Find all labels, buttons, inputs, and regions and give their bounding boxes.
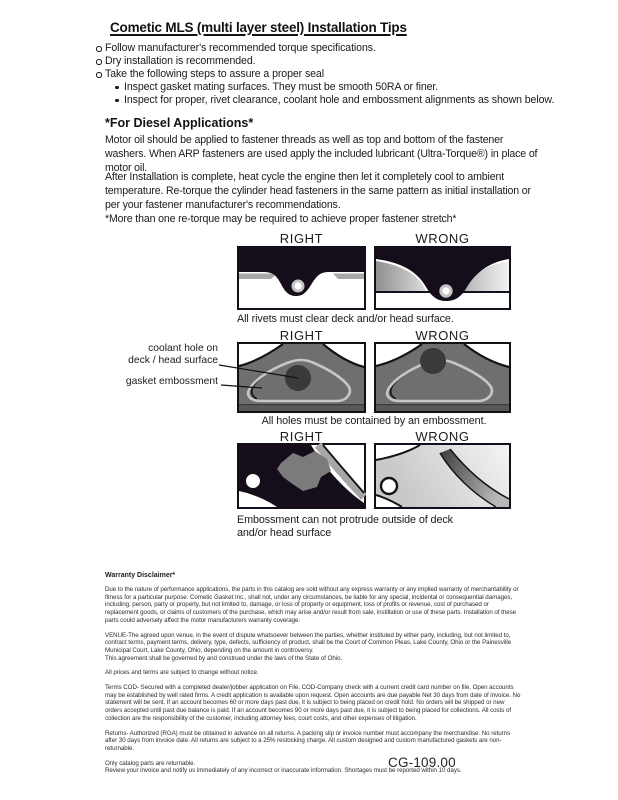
bolt-hole (381, 478, 397, 494)
row1-caption: All rivets must clear deck and/or head surface. (237, 313, 454, 325)
coolant-hole (285, 365, 311, 391)
gasket-embossment-annotation: gasket embossment (125, 376, 218, 387)
disclaimer-paragraph: Only catalog parts are returnable. (105, 759, 196, 767)
tip-item (96, 42, 566, 55)
tip-item (96, 55, 566, 68)
disclaimer-paragraph: Terms COD- Secured with a completed dealer/jobber application on File, COD-Company check with a current credit card number on file. Open accounts may be established by well rated firms. A credit application is available upon request. Open accounts are due payable Net 30 days from date of invoice. No statement will be sent. If an account becomes 60 or more days past due, it is subject to being placed on credit hold. No orders will be shipped or new orders accepted until past due balance is paid. If an account becomes 90 or more days past due, it is subject to being placed for collections. All costs of collection are the responsibility of the customer, including attorney fees, court costs, and other expenses of litigation. (105, 684, 521, 722)
rivet-clearance-right-diagram (237, 246, 366, 310)
tip-text: Inspect for proper, rivet clearance, coolant hole and embossment alignments as shown below. (124, 94, 555, 106)
row3-wrong-label: WRONG (415, 429, 470, 444)
tip-text: Dry installation is recommended. (105, 55, 256, 67)
hollow-bullet-icon (96, 59, 102, 65)
diesel-paragraph-1: Motor oil should be applied to fastener threads as well as top and bottom of the fastener washers. When ARP fasteners are used apply the included lubricant (Ultra-Torque®) in place of motor oil. (105, 134, 538, 174)
coolant-hole (420, 348, 446, 374)
rivet-clearance-wrong-diagram (374, 246, 511, 310)
warranty-disclaimer-text (105, 586, 523, 782)
disclaimer-paragraph: All prices and terms are subject to change without notice. (105, 669, 259, 677)
row1-wrong-label: WRONG (415, 231, 470, 246)
hollow-bullet-icon (96, 46, 102, 52)
diesel-applications-heading: *For Diesel Applications* (105, 116, 254, 130)
page-number: CG-109.00 (388, 755, 456, 770)
tip-item (96, 68, 566, 81)
filled-bullet-icon (115, 99, 119, 103)
hollow-bullet-icon (96, 72, 102, 78)
row3-caption: Embossment can not protrude outside of deck and/or head surface (237, 514, 453, 539)
tip-sub-item (115, 94, 566, 107)
tip-text: Inspect gasket mating surfaces. They must be smooth 50RA or finer. (124, 81, 439, 93)
warranty-disclaimer-heading: Warranty Disclaimer* (105, 572, 176, 579)
tip-text: Follow manufacturer's recommended torque specifications. (105, 42, 376, 54)
row2-caption: All holes must be contained by an embossment. (261, 415, 487, 427)
diesel-retorque-note: *More than one re-torque may be required to achieve proper fastener stretch* (105, 213, 457, 225)
disclaimer-paragraph: Due to the nature of performance applications, the parts in this catalog are sold without any express warranty or any implied warranty of merchantability or fitness for a particular purpose. Cometic Gasket Inc., shall not, under any circumstances, be liable for any special, incidental or consequential damages, including, person, party or property, but not limited to, damage, or loss of property or equipment, loss of profits or revenue, cost of purchased or replacement goods, or claims of customers of the purchase, which may arise and/or result from sale, instillation or use of these parts. Installation of these parts could adversely affect the motor manufacturers warranty coverage. (105, 586, 519, 624)
page-title: Cometic MLS (multi layer steel) Installation Tips (110, 20, 407, 35)
tip-text: Take the following steps to assure a proper seal (105, 68, 324, 80)
disclaimer-paragraph: This agreement shall be governed by and construed under the laws of the State of Ohio. (105, 654, 343, 662)
tip-sub-item (115, 81, 566, 94)
diesel-paragraph-2: After Installation is complete, heat cycle the engine then let it completely cool to ambient temperature. Re-torque the cylinder head fasteners in the same pattern as initial installation or per your fastener manufacturer's recommendations. (105, 171, 531, 211)
row2-right-label: RIGHT (279, 328, 324, 343)
disclaimer-paragraph: Returns- Authorized (RGA) must be obtained in advance on all returns. A packing slip or invoice number must accompany the merchandise. No returns after 30 days from invoice date. All returns are subject to a 25% restocking charge. All custom designed and custom manufactured gaskets are non-returnable. (105, 729, 511, 752)
disclaimer-paragraph: VENUE-The agreed upon venue, in the event of dispute whatsoever between the parties, whether instituted by either party, including, but not limited to, contract terms, payment terms, delivery, type, defects, sufficiency of product, shall be the Court of Common Pleas, Lake County, Ohio or the Painesville Municipal Court, Lake County, Ohio, depending on the amount in controversy. (105, 631, 512, 654)
row2-wrong-label: WRONG (415, 328, 470, 343)
row1-right-label: RIGHT (279, 231, 324, 246)
coolant-hole-right-diagram (237, 342, 366, 413)
row3-right-label: RIGHT (279, 429, 324, 444)
bolt-hole (246, 474, 260, 488)
disclaimer-paragraph: Review your invoice and notify us immediately of any incorrect or inaccurate information. Shortages must be reported within 10 days. (105, 767, 462, 775)
coolant-hole-wrong-diagram (374, 342, 511, 413)
coolant-hole-annotation: coolant hole on deck / head surface (128, 343, 218, 366)
embossment-protrude-wrong-diagram (374, 443, 511, 509)
filled-bullet-icon (115, 86, 119, 90)
embossment-protrude-right-diagram (237, 443, 366, 509)
installation-tips-list (96, 42, 566, 107)
